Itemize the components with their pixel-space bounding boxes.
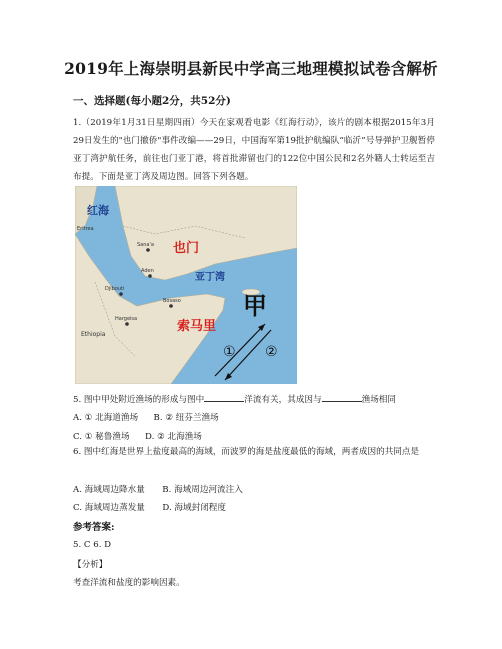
gulf-of-aden-map [75,186,297,384]
label-arrow-1: ① [223,344,236,360]
city-dot [125,322,129,326]
city-dot [169,304,173,308]
label-somalia: 索马里 [177,319,217,334]
label-djibouti: Djibouti [105,286,125,292]
q6-options-row-1 [73,483,243,495]
label-gulf-aden: 亚丁湾 [195,272,225,283]
q5-text-3: 渔场相同 [361,395,396,405]
q6-options-row-2 [73,501,226,513]
answer-blank [322,392,362,402]
question-6: 6. 图中红海是世界上盐度最高的海域，而波罗的海是盐度最低的海域，两者成因的共同点是 [73,447,420,457]
q5-option-d: D. ② 北海渔场 [145,432,202,442]
label-arrow-2: ② [265,344,278,360]
label-jia: 甲 [243,292,267,320]
label-bosaso: Bosaso [163,298,181,304]
q5-options-row-2 [73,430,202,442]
label-eritrea: Eritrea [77,226,94,232]
q5-option-a: A. ① 北海道渔场 [73,413,139,423]
label-ethiopia: Ethiopia [81,331,106,338]
analysis-heading: 【分析】 [73,560,108,570]
q5-option-b: B. ② 纽芬兰渔场 [153,413,219,423]
section-heading: 一、选择题(每小题2分，共52分) [73,95,231,107]
q5-text-2: 洋流有关，其成因与 [244,395,322,405]
q5-options-row-1 [73,411,219,423]
answer-blank [204,392,244,402]
q5-text-1: 5. 图中甲处附近渔场的形成与图中 [73,395,205,405]
q6-option-b: B. 海域周边河流注入 [162,485,243,495]
city-dot [148,274,152,278]
q6-option-d: D. 海域封闭程度 [162,503,226,513]
q5-option-c: C. ① 秘鲁渔场 [73,432,130,442]
analysis-text: 考查洋流和盐度的影响因素。 [73,578,185,588]
question-5 [73,392,396,405]
question-intro: 1.（2019年1月31日星期四雨）今天在家观看电影《红海行动》，该片的剧本根据2015年3月29日发生的"也门撤侨"事件改编——29日，中国海军第19批护航编队“临沂”号导弹护卫舰暂停亚丁湾护航任务，前往也门亚丁港，将首批滞留也门的122位中国公民和2名外籍人士转运至吉布提。下面是亚丁湾及周边图。回答下列各题。 [73,118,435,182]
answer-heading: 参考答案: [73,522,115,533]
city-dot [146,248,150,252]
label-yemen: 也门 [173,241,200,256]
answer-line: 5. C 6. D [73,540,112,550]
city-dot [119,292,123,296]
label-sanaa: Sana'a [137,242,154,248]
q6-option-c: C. 海域周边蒸发量 [73,503,145,513]
map-image [75,186,297,384]
label-aden: Aden [141,268,154,274]
q6-option-a: A. 海域周边降水量 [73,485,145,495]
page-title: 2019年上海崇明县新民中学高三地理模拟试卷含解析 [64,59,438,78]
label-red-sea: 红海 [87,204,109,217]
label-hargeisa: Hargeisa [115,316,138,322]
